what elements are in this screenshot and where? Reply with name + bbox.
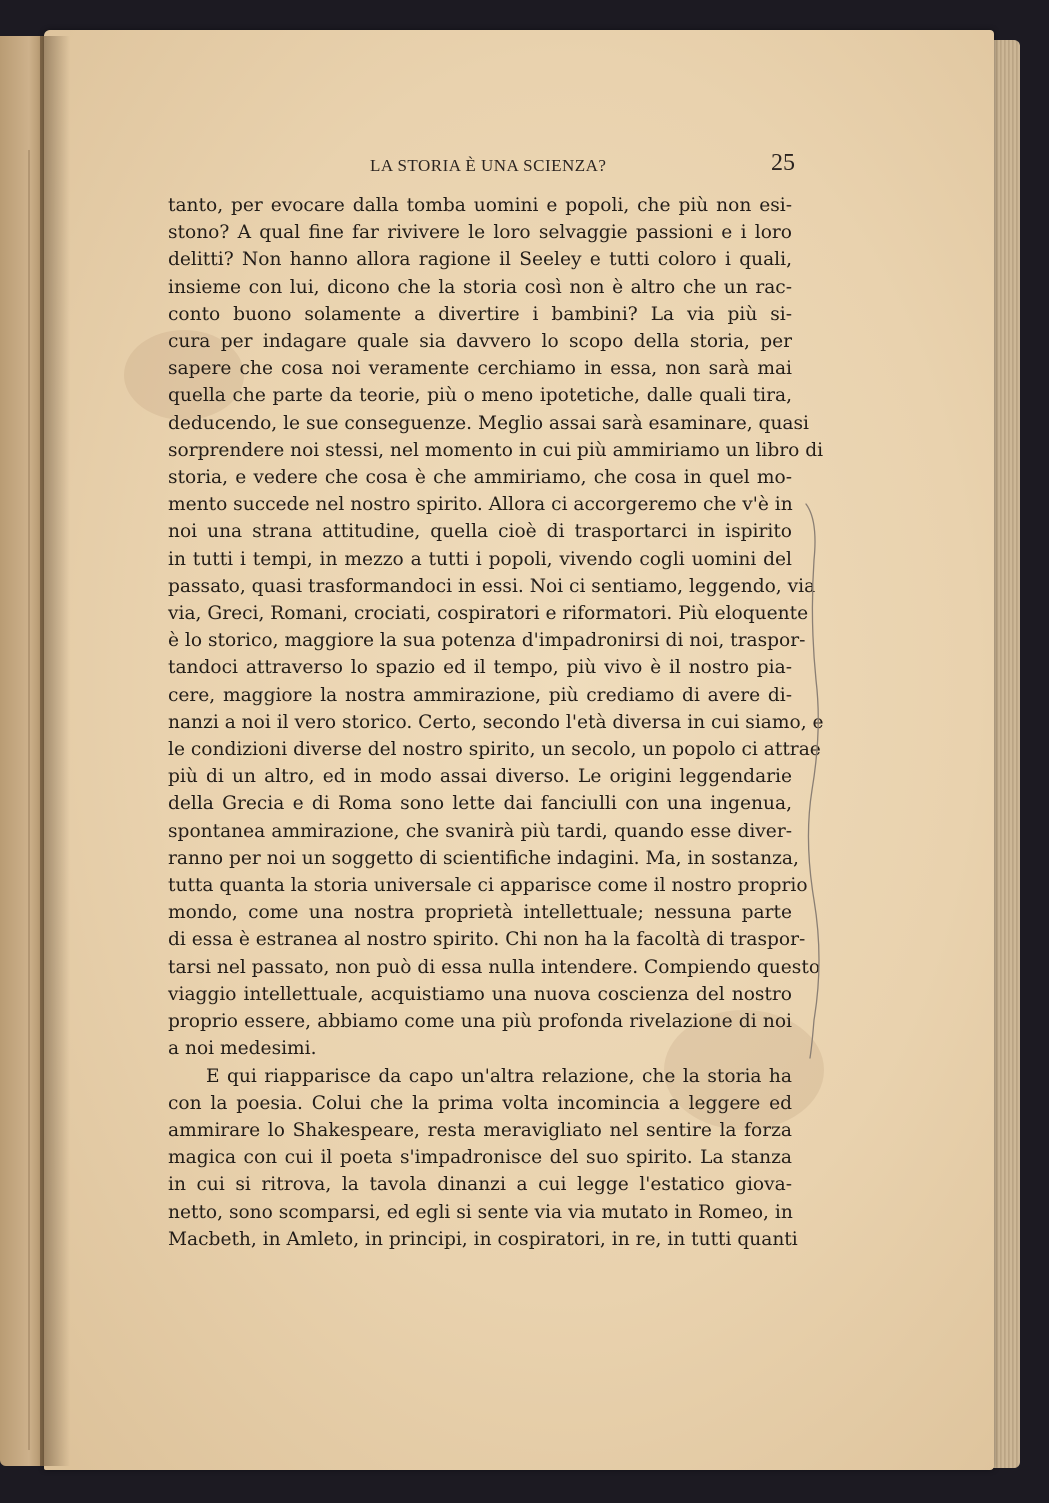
text-line: mondo, come una nostra proprietà intellettuale; nessuna parte bbox=[168, 902, 792, 924]
text-line: magica con cui il poeta s'impadronisce del suo spirito. La stanza bbox=[168, 1147, 792, 1169]
text-line: tanto, per evocare dalla tomba uomini e popoli, che più non esi- bbox=[168, 195, 792, 216]
text-line: viaggio intellettuale, acquistiamo una nuova coscienza del nostro bbox=[168, 983, 792, 1005]
text-line: proprio essere, abbiamo come una più profonda rivelazione di noi bbox=[168, 1011, 792, 1033]
running-title: LA STORIA È UNA SCIENZA? bbox=[370, 156, 607, 175]
text-line: della Grecia e di Roma sono lette dai fanciulli con una ingenua, bbox=[168, 793, 792, 815]
text-line: nanzi a noi il vero storico. Certo, secondo l'età diversa in cui siamo, e bbox=[168, 711, 824, 733]
text-line: tutta quanta la storia universale ci apparisce come il nostro proprio bbox=[168, 875, 808, 897]
margin-pencil-mark bbox=[800, 500, 830, 1060]
text-line: cura per indagare quale sia davvero lo scopo della storia, per bbox=[168, 331, 792, 353]
page-number: 25 bbox=[771, 150, 795, 176]
text-line: in tutti i tempi, in mezzo a tutti i popoli, vivendo cogli uomini del bbox=[168, 548, 792, 570]
text-line: cere, maggiore la nostra ammirazione, più crediamo di avere di- bbox=[168, 684, 792, 706]
text-line: di essa è estranea al nostro spirito. Chi non ha la facoltà di traspor- bbox=[168, 929, 806, 951]
text-line: sorprendere noi stessi, nel momento in cui più ammiriamo un libro di bbox=[168, 439, 824, 461]
text-line: ammirare lo Shakespeare, resta meravigliato nel sentire la forza bbox=[168, 1119, 792, 1141]
text-line: conto buono solamente a divertire i bambini? La via più si- bbox=[168, 303, 792, 325]
text-line: tandoci attraverso lo spazio ed il tempo, più vivo è il nostro pia- bbox=[168, 657, 792, 679]
text-line: con la poesia. Colui che la prima volta incomincia a leggere ed bbox=[168, 1092, 792, 1114]
text-line: passato, quasi trasformandoci in essi. Noi ci sentiamo, leggendo, via bbox=[168, 575, 816, 597]
text-line: ranno per noi un soggetto di scientifiche indagini. Ma, in sostanza, bbox=[168, 847, 799, 869]
text-line: spontanea ammirazione, che svanirà più tardi, quando esse diver- bbox=[168, 820, 792, 842]
text-line: Macbeth, in Amleto, in principi, in cospiratori, in re, in tutti quanti bbox=[168, 1228, 798, 1250]
text-line: in cui si ritrova, la tavola dinanzi a cui legge l'estatico giova- bbox=[168, 1174, 792, 1196]
text-line: mento succede nel nostro spirito. Allora ci accorgeremo che v'è in bbox=[168, 494, 793, 516]
text-line: netto, sono scomparsi, ed egli si sente via via mutato in Romeo, in bbox=[168, 1201, 793, 1223]
text-line: noi una strana attitudine, quella cioè di trasportarci in ispirito bbox=[168, 521, 792, 543]
text-line: delitti? Non hanno allora ragione il Seeley e tutti coloro i quali, bbox=[168, 249, 792, 271]
text-line: via, Greci, Romani, crociati, cospiratori e riformatori. Più eloquente bbox=[168, 603, 809, 625]
text-line: stono? A qual fine far rivivere le loro selvaggie passioni e i loro bbox=[168, 222, 792, 244]
text-line: quella che parte da teorie, più o meno ipotetiche, dalle quali tira, bbox=[168, 385, 792, 407]
text-line: è lo storico, maggiore la sua potenza d'impadronirsi di noi, traspor- bbox=[168, 630, 806, 652]
page-header bbox=[165, 150, 795, 180]
spine-shadow bbox=[40, 36, 70, 1466]
text-line: deducendo, le sue conseguenze. Meglio assai sarà esaminare, quasi bbox=[168, 412, 809, 434]
text-line: E qui riapparisce da capo un'altra relazione, che la storia ha bbox=[206, 1065, 792, 1087]
text-line: sapere che cosa noi veramente cerchiamo in essa, non sarà mai bbox=[168, 358, 792, 380]
text-line: insieme con lui, dicono che la storia così non è altro che un rac- bbox=[168, 276, 792, 298]
body-text bbox=[168, 192, 824, 1253]
text-line: storia, e vedere che cosa è che ammiriamo, che cosa in quel mo- bbox=[168, 467, 792, 489]
text-line: le condizioni diverse del nostro spirito, un secolo, un popolo ci attrae bbox=[168, 739, 821, 761]
text-line: tarsi nel passato, non può di essa nulla intendere. Compiendo questo bbox=[168, 956, 821, 978]
text-line: a noi medesimi. bbox=[168, 1038, 317, 1060]
text-line: più di un altro, ed in modo assai diverso. Le origini leggendarie bbox=[168, 766, 792, 788]
